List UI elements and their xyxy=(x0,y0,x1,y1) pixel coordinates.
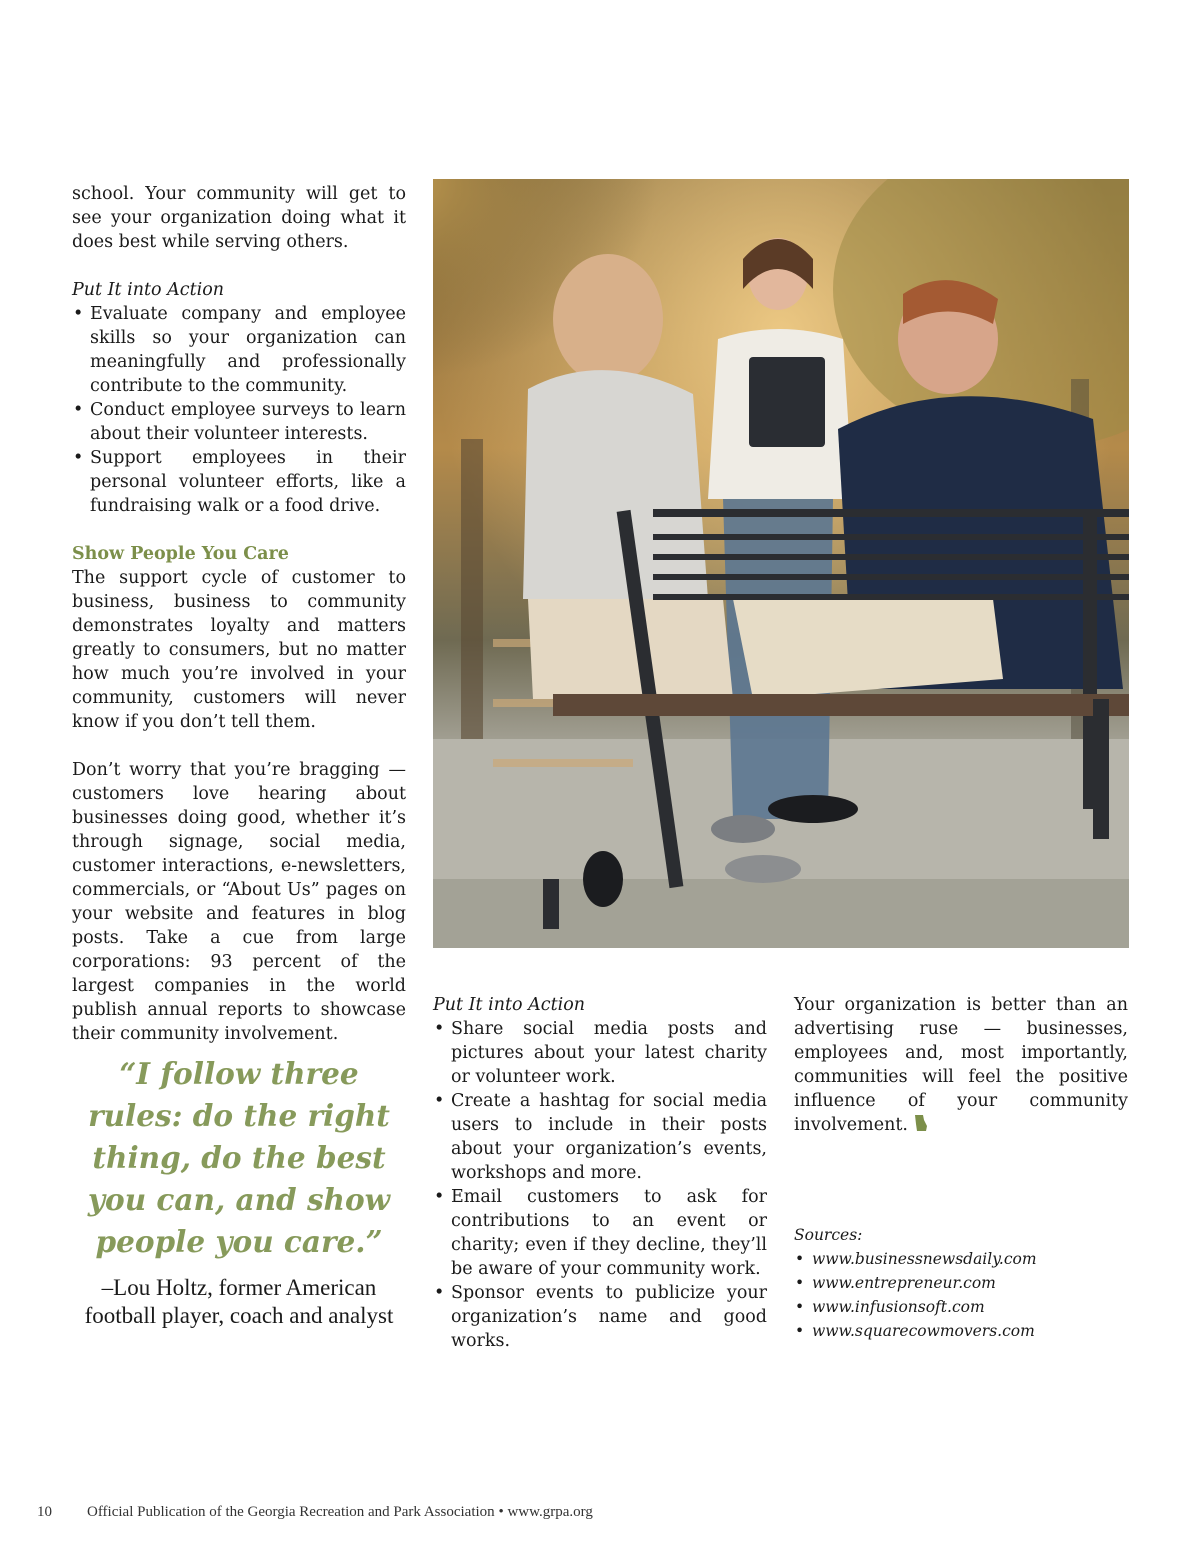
publication-line xyxy=(87,1504,593,1521)
middle-column xyxy=(433,993,767,1353)
publication-name: Official Publication of the Georgia Recreation and Park Association xyxy=(87,1504,495,1520)
closing-text: Your organization is better than an advertising ruse — businesses, employees and, most importantly, communities will feel the positive influence of your community involvement. xyxy=(794,995,1128,1135)
quote-attribution: –Lou Holtz, former American football player, coach and analyst xyxy=(84,1275,394,1328)
list-item: • Support employees in their personal volunteer efforts, like a fundraising walk or a food drive. xyxy=(72,446,406,518)
sources-list xyxy=(794,1247,1128,1343)
right-column xyxy=(794,993,1128,1343)
list-item: • Email customers to ask for contributions to an event or charity; even if they decline, they’ll be aware of your community work. xyxy=(433,1185,767,1281)
list-item: • Evaluate company and employee skills so your organization can meaningfully and professionally contribute to the community. xyxy=(72,302,406,398)
sources-label: Sources: xyxy=(794,1226,863,1244)
footer-separator: • xyxy=(498,1504,504,1520)
section-heading: Show People You Care xyxy=(72,544,289,564)
page-number: 10 xyxy=(37,1504,52,1520)
photo-people-on-park-bench xyxy=(433,179,1129,948)
source-link[interactable]: • www.entrepreneur.com xyxy=(794,1271,1128,1295)
source-link[interactable]: • www.squarecowmovers.com xyxy=(794,1319,1128,1343)
sources-block xyxy=(794,1223,1128,1343)
body-paragraph: The support cycle of customer to business, business to community demonstrates loyalty and matters greatly to consumers, but no matter how much you’re involved in your community, customers will never know if you don’t tell them. xyxy=(72,568,406,732)
intro-paragraph: school. Your community will get to see your organization doing what it does best while serving others. xyxy=(72,184,406,252)
list-item: • Sponsor events to publicize your organization’s name and good works. xyxy=(433,1281,767,1353)
list-item: • Conduct employee surveys to learn about their volunteer interests. xyxy=(72,398,406,446)
left-column xyxy=(72,182,406,1046)
action-heading-middle: Put It into Action xyxy=(433,995,586,1015)
website-link[interactable]: www.grpa.org xyxy=(507,1504,593,1520)
source-link[interactable]: • www.businessnewsdaily.com xyxy=(794,1247,1128,1271)
action-heading-left: Put It into Action xyxy=(72,280,225,300)
list-item: • Create a hashtag for social media users to include in their posts about your organization’s events, workshops and more. xyxy=(433,1089,767,1185)
source-link[interactable]: • www.infusionsoft.com xyxy=(794,1295,1128,1319)
closing-paragraph xyxy=(794,993,1128,1139)
list-item: • Share social media posts and pictures about your latest charity or volunteer work. xyxy=(433,1017,767,1089)
action-list-left xyxy=(72,302,406,518)
georgia-state-icon xyxy=(914,1114,928,1139)
body-paragraph: Don’t worry that you’re bragging — customers love hearing about businesses doing good, whether it’s through signage, social media, customer interactions, e-newsletters, commercials, or “About Us” pages on your website and features in blog posts. Take a cue from large corporations: 93 percent of the largest companies in the world publish annual reports to showcase their community involvement. xyxy=(72,760,406,1044)
pull-quote: “I follow three rules: do the right thing, do the best you can, and show people you care.” xyxy=(87,1056,391,1259)
action-list-middle xyxy=(433,1017,767,1353)
